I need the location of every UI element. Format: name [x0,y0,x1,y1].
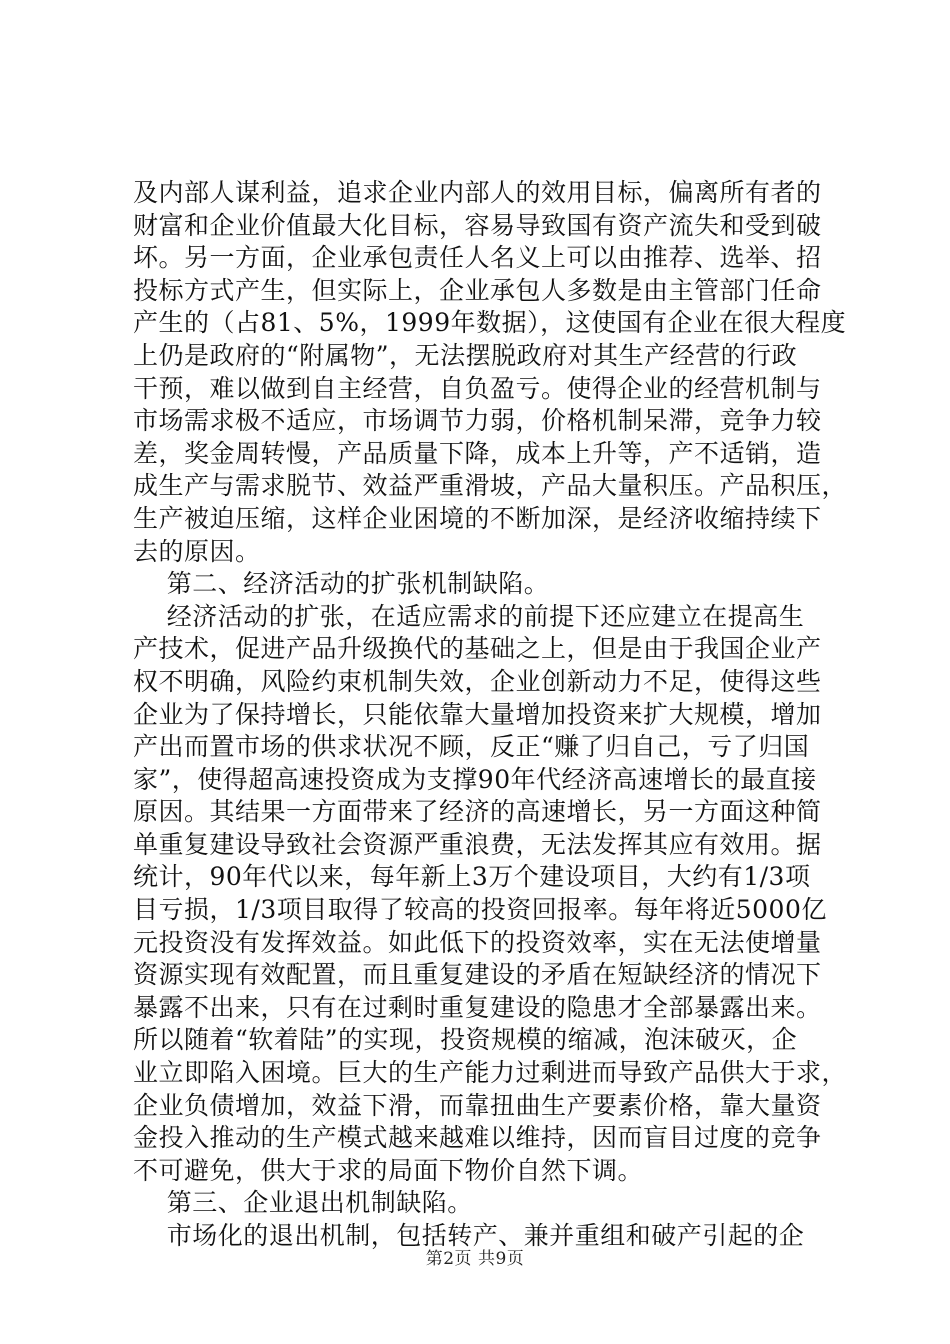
text-line: 生产被迫压缩，这样企业困境的不断加深，是经济收缩持续下 [133,503,822,533]
text-line: 财富和企业价值最大化目标，容易导致国有资产流失和受到破 [133,210,822,240]
text-line: 市场化的退出机制，包括转产、兼并重组和破产引起的企 [133,1221,805,1250]
text-line: 元投资没有发挥效益。如此低下的投资效率，实在无法使增量 [133,927,822,957]
text-line: 产生的（占81、5%，1999年数据），这使国有企业在很大程度 [133,308,847,338]
text-line: 统计，90年代以来，每年新上3万个建设项目，大约有1/3项 [133,862,811,892]
text-line: 产技术，促进产品升级换代的基础之上，但是由于我国企业产 [133,634,822,664]
text-line: 所以随着“软着陆”的实现，投资规模的缩减，泡沫破灭，企 [133,1025,798,1055]
text-line: 原因。其结果一方面带来了经济的高速增长，另一方面这种简 [133,797,822,827]
text-line: 经济活动的扩张，在适应需求的前提下还应建立在提高生 [133,601,805,631]
text-line: 及内部人谋利益，追求企业内部人的效用目标，偏离所有者的 [133,178,822,207]
text-line: 坏。另一方面，企业承包责任人名义上可以由推荐、选举、招 [133,243,822,273]
text-line: 去的原因。 [133,536,261,566]
section-heading-2: 第二、经济活动的扩张机制缺陷。 [133,569,550,599]
body-text [133,177,848,1253]
section-heading-3: 第三、企业退出机制缺陷。 [133,1188,473,1218]
text-line: 投标方式产生，但实际上，企业承包人多数是由主管部门任命 [133,275,822,305]
text-line: 上仍是政府的“附属物”，无法摆脱政府对其生产经营的行政 [133,340,798,370]
text-line: 业立即陷入困境。巨大的生产能力过剩进而导致产品供大于求， [133,1058,848,1088]
text-line: 不可避免，供大于求的局面下物价自然下调。 [133,1155,644,1185]
text-line: 差，奖金周转慢，产品质量下降，成本上升等，产不适销，造 [133,438,822,468]
text-line: 市场需求极不适应，市场调节力弱，价格机制呆滞，竞争力较 [133,406,822,436]
text-line: 成生产与需求脱节、效益严重滑坡，产品大量积压。产品积压， [133,471,848,501]
text-line: 家”，使得超高速投资成为支撑90年代经济高速增长的最直接 [133,764,817,794]
text-line: 权不明确，风险约束机制失效，企业创新动力不足，使得这些 [133,666,822,696]
text-line: 资源实现有效配置，而且重复建设的矛盾在短缺经济的情况下 [133,960,822,990]
text-line: 金投入推动的生产模式越来越难以维持，因而盲目过度的竞争 [133,1123,822,1153]
text-line: 产出而置市场的供求状况不顾，反正“赚了归自己，亏了归国 [133,732,810,762]
text-line: 目亏损，1/3项目取得了较高的投资回报率。每年将近5000亿 [133,895,827,925]
text-line: 企业为了保持增长，只能依靠大量增加投资来扩大规模，增加 [133,699,822,729]
page-number-footer: 第2页 共9页 [425,1249,525,1269]
text-line: 干预，难以做到自主经营，自负盈亏。使得企业的经营机制与 [133,373,822,403]
text-line: 暴露不出来，只有在过剩时重复建设的隐患才全部暴露出来。 [133,992,822,1022]
text-line: 企业负债增加，效益下滑，而靠扭曲生产要素价格，靠大量资 [133,1090,822,1120]
text-line: 单重复建设导致社会资源严重浪费，无法发挥其应有效用。据 [133,829,822,859]
